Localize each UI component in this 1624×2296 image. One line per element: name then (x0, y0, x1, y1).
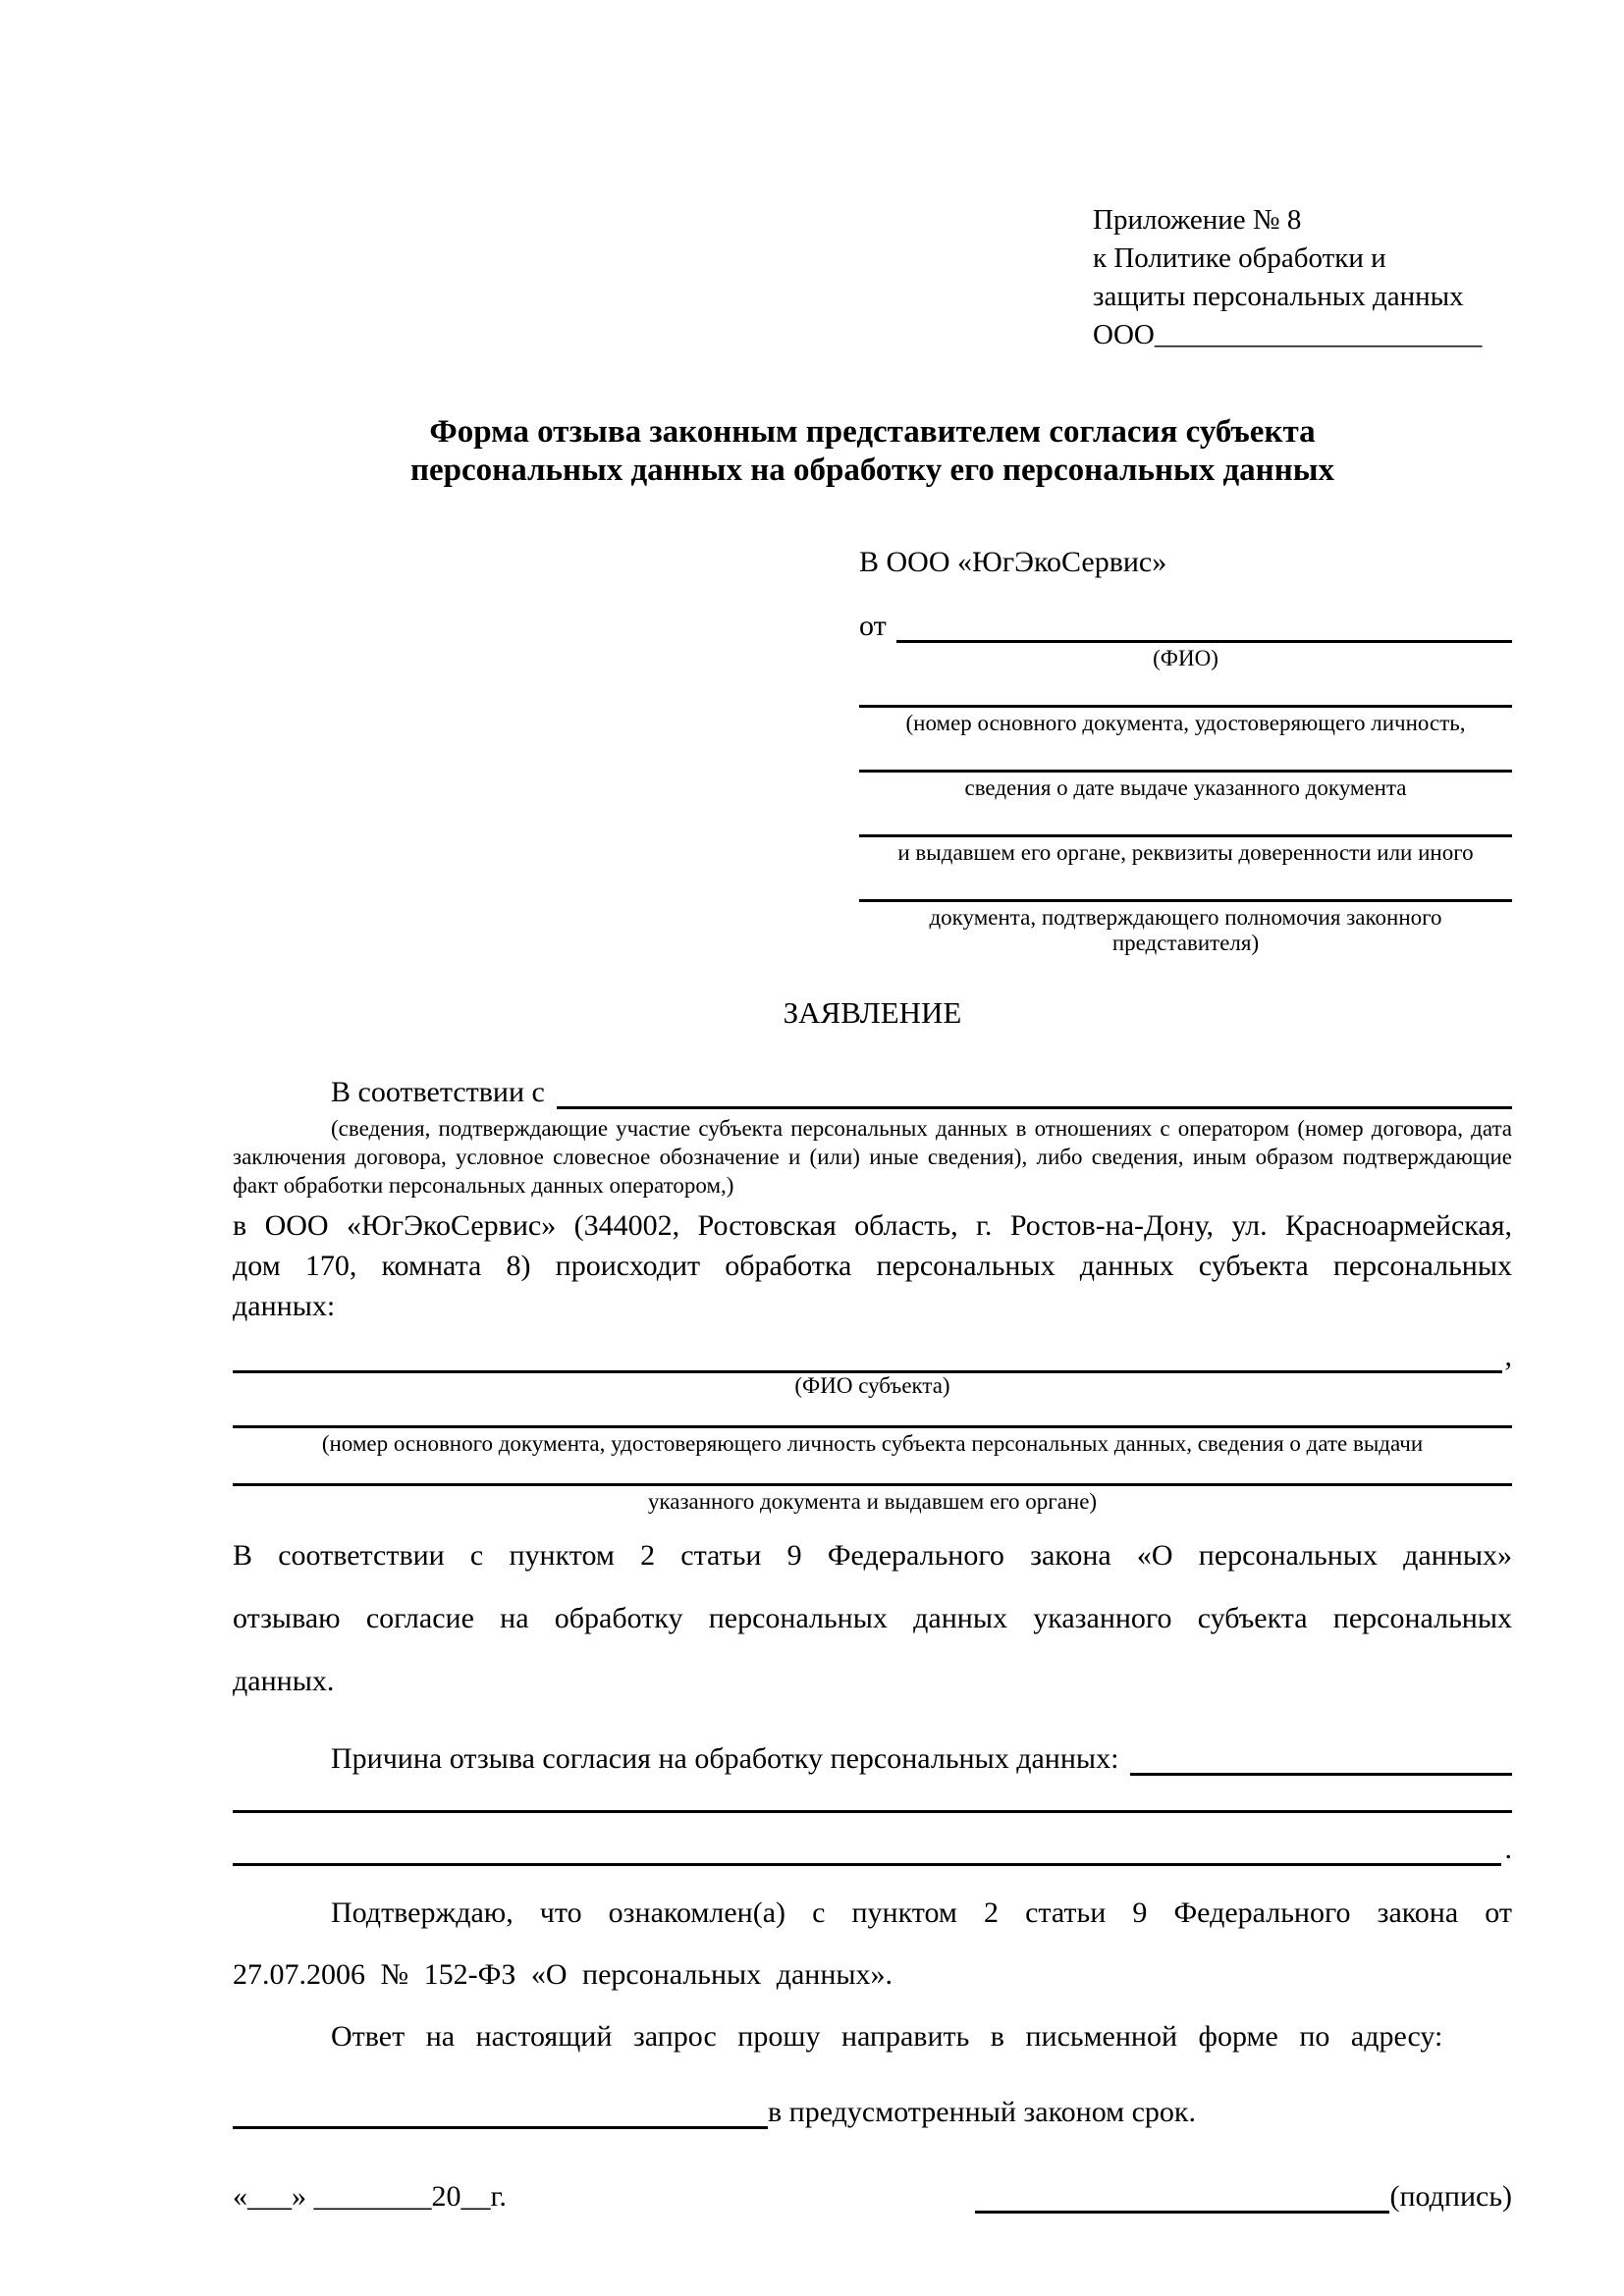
representative-doc-field-4 (859, 873, 1512, 956)
field-caption: указанного документа и выдавшем его органе) (647, 1489, 1098, 1514)
addressee-block (859, 545, 1512, 956)
signature-block (233, 2180, 1512, 2214)
appendix-line-2: к Политике обработки и (1093, 242, 1386, 274)
confirmation-paragraph: Подтверждаю, что ознакомлен(а) с пунктом 2 статьи 9 Федерального закона от 27.07.2006 № 152-ФЗ «О персональных данных». (233, 1896, 1512, 1991)
subject-fio-field (233, 1338, 1512, 1373)
blank-line (859, 743, 1512, 773)
address-blank-line (233, 2126, 768, 2129)
signature-field (975, 2180, 1512, 2214)
response-paragraph: Ответ на настоящий запрос прошу направить в письменной форме по адресу: (331, 2020, 1443, 2053)
document-title: Форма отзыва законным представителем согласия субъекта персональных данных на обработку его персональных данных (410, 414, 1334, 488)
representative-doc-field-3 (859, 808, 1512, 866)
reason-blank-line (1130, 1773, 1512, 1776)
basis-blank-line (557, 1106, 1512, 1109)
basis-label: В соответствии с (331, 1076, 545, 1108)
basis-note: (сведения, подтверждающие участие субъекта персональных данных в отношениях с оператором (номер договора, дата заключения договора, условное словесное обозначение и (или) иные сведения), либо сведения, иным образом подтверждающие факт обработки персональных данных оператором,) (233, 1116, 1512, 1198)
fio-caption: (ФИО) (1153, 646, 1218, 670)
blank-line (233, 1463, 1512, 1486)
from-field (859, 600, 1512, 643)
from-blank-line (896, 640, 1512, 643)
subject-doc-field-2 (233, 1463, 1512, 1515)
from-label: от (859, 610, 887, 642)
law-paragraph: В соответствии с пунктом 2 статьи 9 Федерального закона «О персональных данных» отзываю согласие на обработку персональных данных указанного субъекта персональных данных. (233, 1539, 1512, 1697)
reason-blank-line-3 (233, 1813, 1512, 1866)
subject-fio-comma: , (1504, 1340, 1512, 1372)
field-caption: (номер основного документа, удостоверяющего личность субъекта персональных данных, сведения о дате выдачи (321, 1431, 1424, 1456)
blank-line (859, 808, 1512, 837)
basis-field (233, 1066, 1512, 1109)
signature-caption: (подпись) (1389, 2180, 1512, 2213)
reason-period: . (1504, 1833, 1512, 1865)
address-field (233, 2067, 1512, 2129)
term-text: в предусмотренный законом срок. (768, 2096, 1196, 2128)
addressee-organization: В ООО «ЮгЭкоСервис» (859, 546, 1167, 578)
field-caption: и выдавшем его органе, реквизиты доверенности или иного (897, 840, 1474, 865)
representative-doc-field-1 (859, 678, 1512, 736)
subject-doc-field-1 (233, 1405, 1512, 1457)
blank-line (233, 1863, 1501, 1866)
appendix-header (1093, 201, 1512, 354)
date-field: «___» ________20__г. (233, 2180, 507, 2213)
blank-line (859, 873, 1512, 902)
subject-fio-caption: (ФИО субъекта) (794, 1373, 950, 1398)
field-caption: сведения о дате выдаче указанного документа (964, 775, 1407, 800)
operator-paragraph: в ООО «ЮгЭкоСервис» (344002, Ростовская область, г. Ростов-на-Дону, ул. Красноармейская, дом 170, комната 8) происходит обработка персональных данных субъекта персональных данных: (233, 1209, 1512, 1322)
reason-label: Причина отзыва согласия на обработку персональных данных: (331, 1742, 1119, 1775)
statement-heading: ЗАЯВЛЕНИЕ (783, 995, 962, 1030)
blank-line (859, 678, 1512, 708)
field-caption: (номер основного документа, удостоверяющего личность, (905, 711, 1466, 735)
appendix-line-1: Приложение № 8 (1093, 204, 1302, 236)
appendix-line-3: защиты персональных данных (1093, 281, 1464, 312)
representative-doc-field-2 (859, 743, 1512, 801)
signature-blank-line (975, 2211, 1389, 2214)
blank-line (233, 1405, 1512, 1428)
field-caption: документа, подтверждающего полномочия законного представителя) (929, 905, 1442, 955)
reason-field (233, 1713, 1512, 1776)
reason-blank-line-2 (233, 1776, 1512, 1813)
appendix-org-blank: ООО_______________________ (1093, 319, 1483, 350)
